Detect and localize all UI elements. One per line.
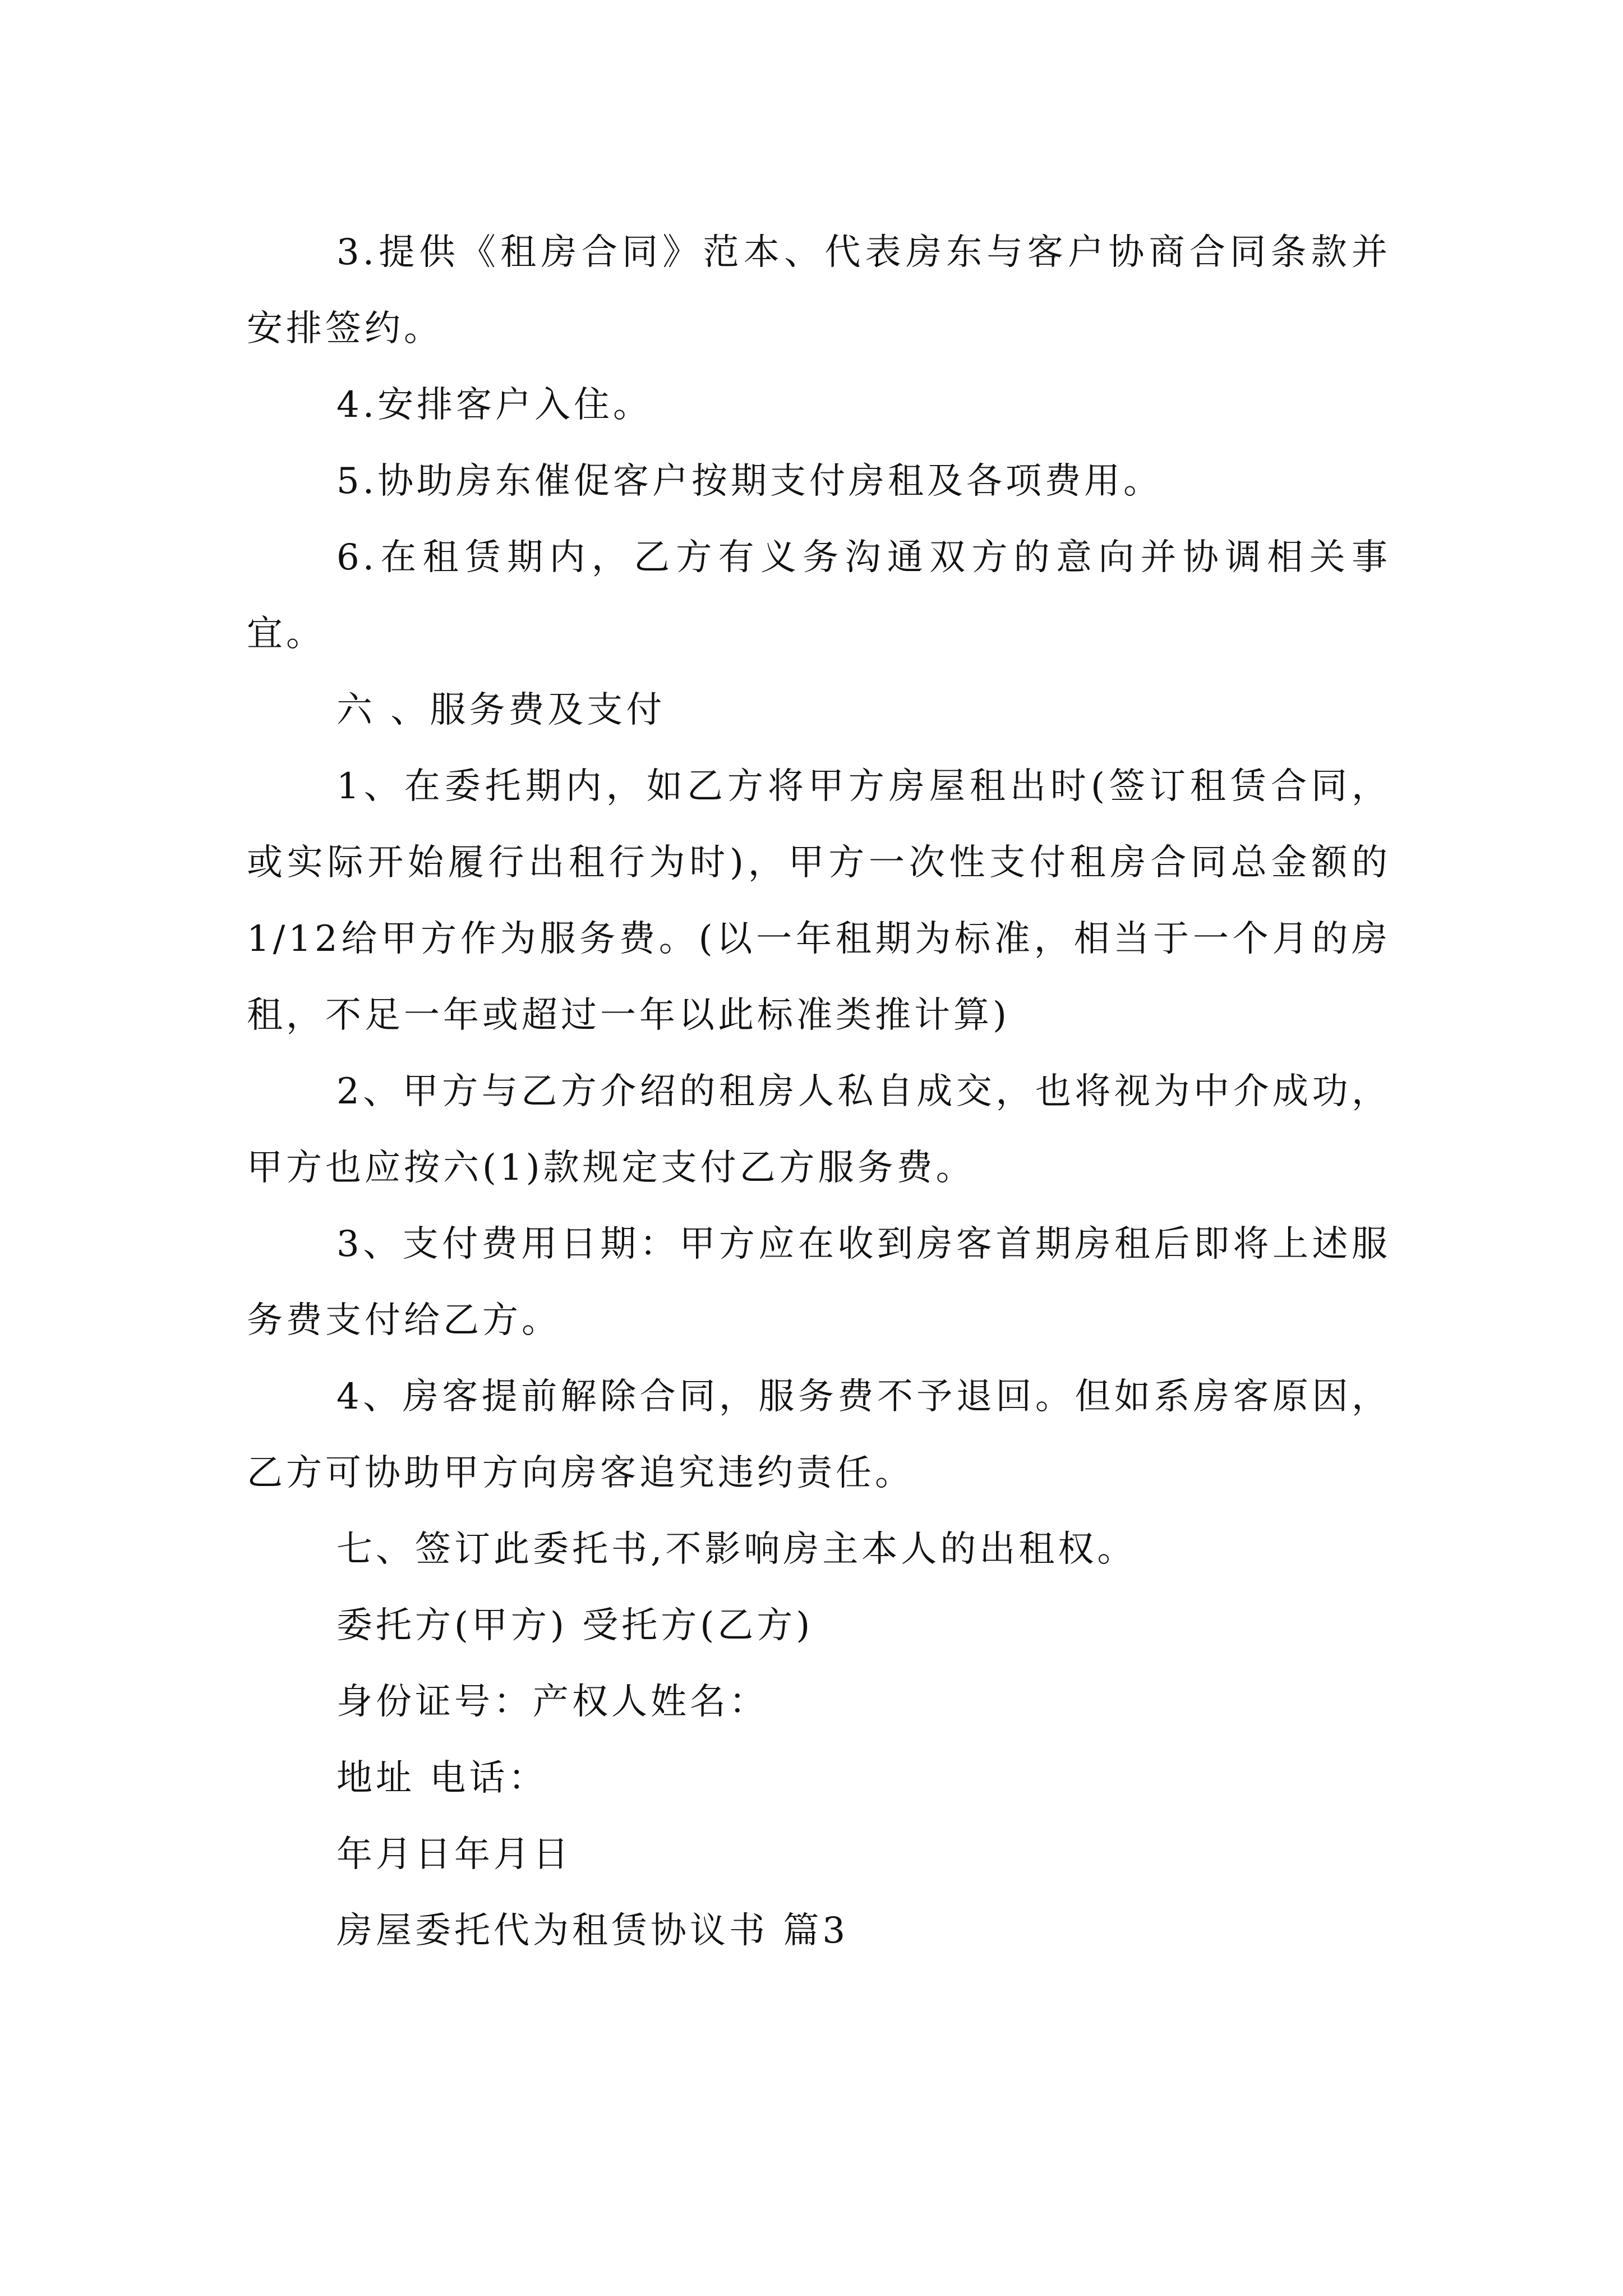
section-heading-seven: 七、签订此委托书,不影响房主本人的出租权。	[336, 1529, 1137, 1570]
paragraph-item-6: 6.在租赁期内，乙方有义务沟通双方的意向并协调相关事宜。	[247, 537, 1391, 655]
date-line: 年月日年月日	[336, 1834, 572, 1875]
paragraph-item-3: 3.提供《租房合同》范本、代表房东与客户协商合同条款并安排签约。	[247, 232, 1391, 349]
clause-3: 3、支付费用日期：甲方应在收到房客首期房租后即将上述服务费支付给乙方。	[247, 1223, 1391, 1341]
clause-4: 4、房客提前解除合同，服务费不予退回。但如系房客原因，乙方可协助甲方向房客追究违约责任。	[247, 1376, 1391, 1494]
address-phone-line: 地址 电话：	[336, 1757, 548, 1799]
paragraph-item-4: 4.安排客户入住。	[336, 384, 653, 426]
clause-2: 2、甲方与乙方介绍的租房人私自成交，也将视为中介成功，甲方也应按六(1)款规定支付乙方服务费。	[247, 1071, 1391, 1189]
paragraph-item-5: 5.协助房东催促客户按期支付房租及各项费用。	[336, 461, 1163, 502]
id-number-line: 身份证号：产权人姓名：	[336, 1681, 768, 1723]
clause-1: 1、在委托期内，如乙方将甲方房屋租出时(签订租赁合同，或实际开始履行出租行为时)，甲方一次性支付租房合同总金额的1/12给甲方作为服务费。(以一年租期为标准，相当于一个月的房租，不足一年或超过一年以此标准类推计算)	[247, 766, 1391, 1036]
next-section-title: 房屋委托代为租赁协议书 篇3	[336, 1910, 849, 1952]
document-body	[247, 214, 1391, 1969]
section-heading-six: 六 、服务费及支付	[336, 689, 666, 731]
parties-line: 委托方(甲方) 受托方(乙方)	[336, 1605, 814, 1646]
